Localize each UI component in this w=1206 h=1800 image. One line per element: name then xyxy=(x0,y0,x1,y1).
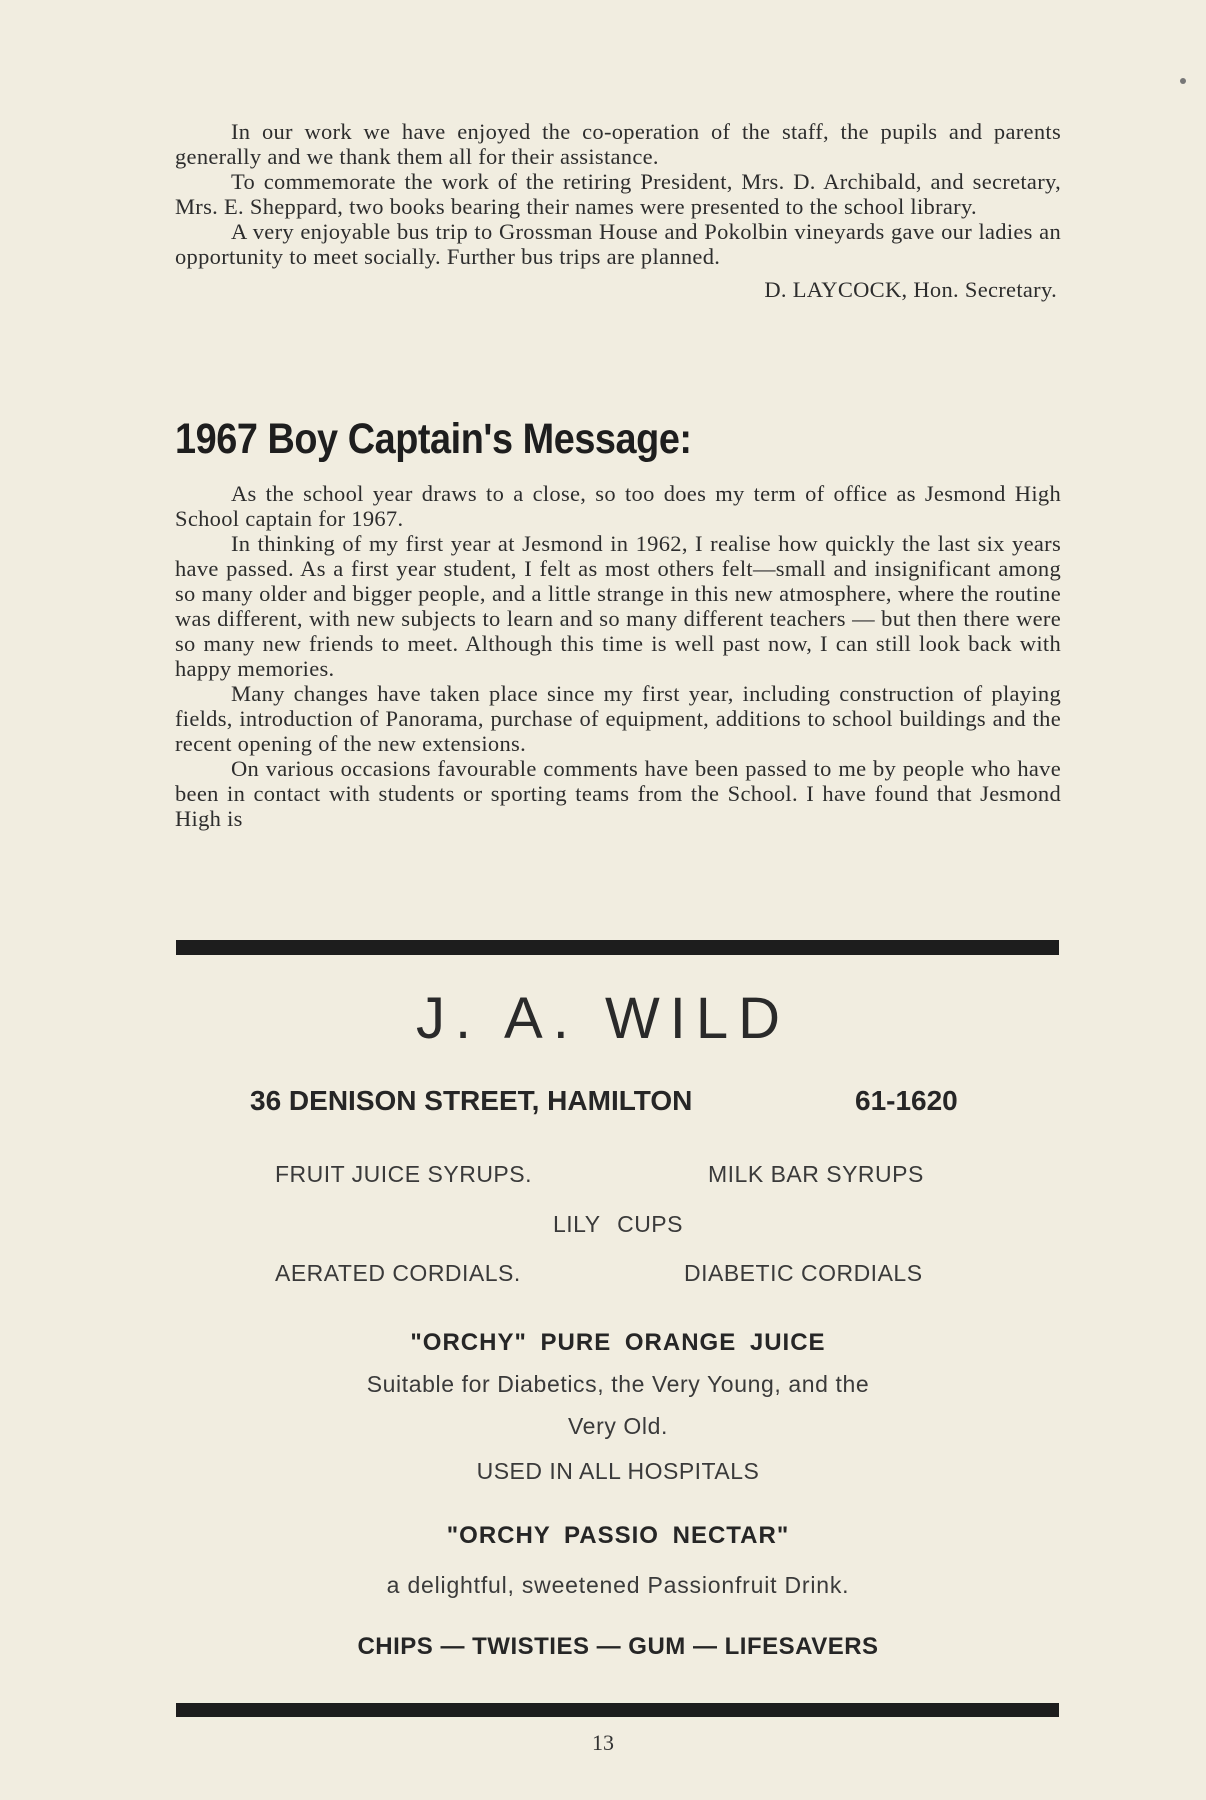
captain-message xyxy=(175,481,1061,831)
advert-item-diabetic-cordials: DIABETIC CORDIALS xyxy=(684,1260,923,1286)
advert-snacks-line: CHIPS — TWISTIES — GUM — LIFESAVERS xyxy=(357,1633,879,1660)
advert-address: 36 DENISON STREET, HAMILTON xyxy=(250,1085,693,1116)
advert-item-aerated-cordials: AERATED CORDIALS. xyxy=(275,1260,521,1286)
pta-paragraph-1: In our work we have enjoyed the co-operation of the staff, the pupils and parents generally and we thank them all for their assistance. xyxy=(175,119,1061,169)
section-heading: 1967 Boy Captain's Message: xyxy=(175,415,692,463)
pta-paragraph-2: To commemorate the work of the retiring President, Mrs. D. Archibald, and secretary, Mrs. E. Sheppard, two books bearing their names were presented to the school library. xyxy=(175,169,1061,219)
message-paragraph-4: On various occasions favourable comments have been passed to me by people who have been in contact with students or sporting teams from the School. I have found that Jesmond High is xyxy=(175,756,1061,831)
message-paragraph-3: Many changes have taken place since my first year, including construction of playing fields, introduction of Panorama, purchase of equipment, additions to school buildings and the recent opening of the new extensions. xyxy=(175,681,1061,756)
pta-report xyxy=(175,119,1061,303)
advert-item-milk-bar-syrups: MILK BAR SYRUPS xyxy=(708,1161,924,1187)
advert-hospitals-line: USED IN ALL HOSPITALS xyxy=(476,1458,760,1484)
advert-item-lily-cups: LILY CUPS xyxy=(553,1211,683,1237)
message-paragraph-1: As the school year draws to a close, so too does my term of office as Jesmond High School captain for 1967. xyxy=(175,481,1061,531)
page-number: 13 xyxy=(592,1730,614,1755)
advert-bottom-rule xyxy=(176,1703,1059,1717)
advert-business-name: J. A. WILD xyxy=(416,986,790,1051)
advert-orange-juice-desc-line-2: Very Old. xyxy=(568,1413,668,1439)
advert-orange-juice-desc-line-1: Suitable for Diabetics, the Very Young, and the xyxy=(366,1371,870,1397)
advert-nectar-desc: a delightful, sweetened Passionfruit Drink. xyxy=(386,1572,850,1598)
advert-phone: 61-1620 xyxy=(855,1085,958,1116)
advert-orange-juice-heading: "ORCHY" PURE ORANGE JUICE xyxy=(410,1329,826,1356)
speck-mark xyxy=(1180,78,1186,84)
pta-paragraph-3: A very enjoyable bus trip to Grossman House and Pokolbin vineyards gave our ladies an opportunity to meet socially. Further bus trips are planned. xyxy=(175,219,1061,269)
message-paragraph-2: In thinking of my first year at Jesmond in 1962, I realise how quickly the last six years have passed. As a first year student, I felt as most others felt—small and insignificant among so many older and bigger people, and a little strange in this new atmosphere, where the routine was different, with new subjects to learn and so many different teachers — but then there were so many new friends to meet. Although this time is well past now, I can still look back with happy memories. xyxy=(175,531,1061,681)
advert-top-rule xyxy=(176,940,1059,955)
advert-nectar-heading: "ORCHY PASSIO NECTAR" xyxy=(446,1522,790,1549)
pta-signature: D. LAYCOCK, Hon. Secretary. xyxy=(764,277,1057,302)
advert-item-fruit-juice-syrups: FRUIT JUICE SYRUPS. xyxy=(275,1161,532,1187)
